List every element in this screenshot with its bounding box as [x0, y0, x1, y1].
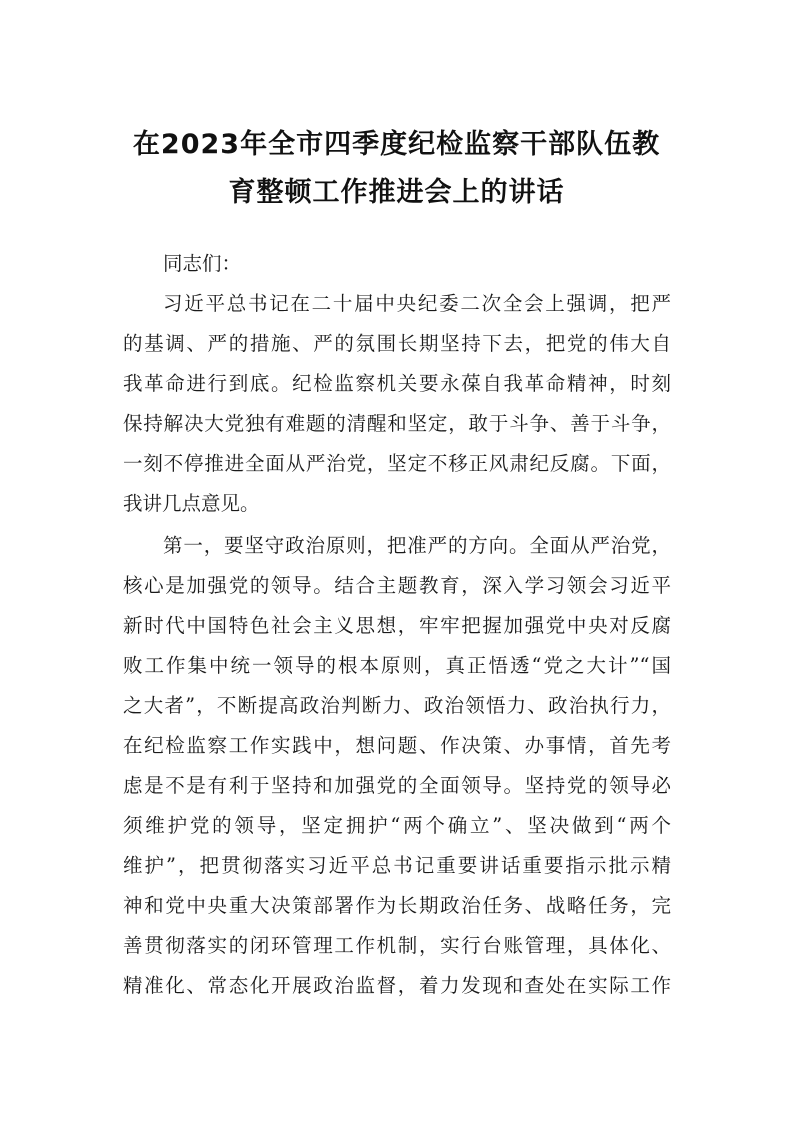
paragraph-line: 精准化、常态化开展政治监督，着力发现和查处在实际工作 — [123, 974, 671, 997]
paragraph-line: 维护”，把贯彻落实习近平总书记重要讲话重要指示批示精 — [123, 854, 671, 877]
paragraph-line: 我讲几点意见。 — [123, 492, 260, 515]
paragraph-line: 习近平总书记在二十届中央纪委二次全会上强调，把严 — [163, 292, 671, 315]
paragraph-line: 虑是不是有利于坚持和加强党的全面领导。坚持党的领导必 — [123, 774, 671, 797]
paragraph-line: 我革命进行到底。纪检监察机关要永葆自我革命精神，时刻 — [123, 372, 671, 395]
paragraph-line: 败工作集中统一领导的根本原则，真正悟透“党之大计”“国 — [123, 654, 671, 677]
paragraph-line: 第一，要坚守政治原则，把准严的方向。全面从严治党， — [163, 534, 671, 557]
paragraph-line: 核心是加强党的领导。结合主题教育，深入学习领会习近平 — [123, 574, 671, 597]
paragraph-line: 在纪检监察工作实践中，想问题、作决策、办事情，首先考 — [123, 734, 671, 757]
paragraph-line: 新时代中国特色社会主义思想，牢牢把握加强党中央对反腐 — [123, 614, 671, 637]
document-title-line-2: 育整顿工作推进会上的讲话 — [228, 177, 565, 208]
paragraph-line: 善贯彻落实的闭环管理工作机制，实行台账管理，具体化、 — [123, 934, 671, 957]
paragraph-line: 保持解决大党独有难题的清醒和坚定，敢于斗争、善于斗争， — [123, 412, 671, 435]
paragraph-line: 一刻不停推进全面从严治党，坚定不移正风肃纪反腐。下面， — [123, 452, 671, 475]
paragraph-line: 的基调、严的措施、严的氛围长期坚持下去，把党的伟大自 — [123, 332, 671, 355]
paragraph-line: 之大者”，不断提高政治判断力、政治领悟力、政治执行力， — [123, 694, 671, 717]
greeting: 同志们： — [163, 252, 242, 275]
document-title-line-1: 在2023年全市四季度纪检监察干部队伍教 — [132, 129, 661, 160]
paragraph-line: 神和党中央重大决策部署作为长期政治任务、战略任务，完 — [123, 894, 671, 917]
paragraph-line: 须维护党的领导，坚定拥护“两个确立”、坚决做到“两个 — [123, 814, 671, 837]
